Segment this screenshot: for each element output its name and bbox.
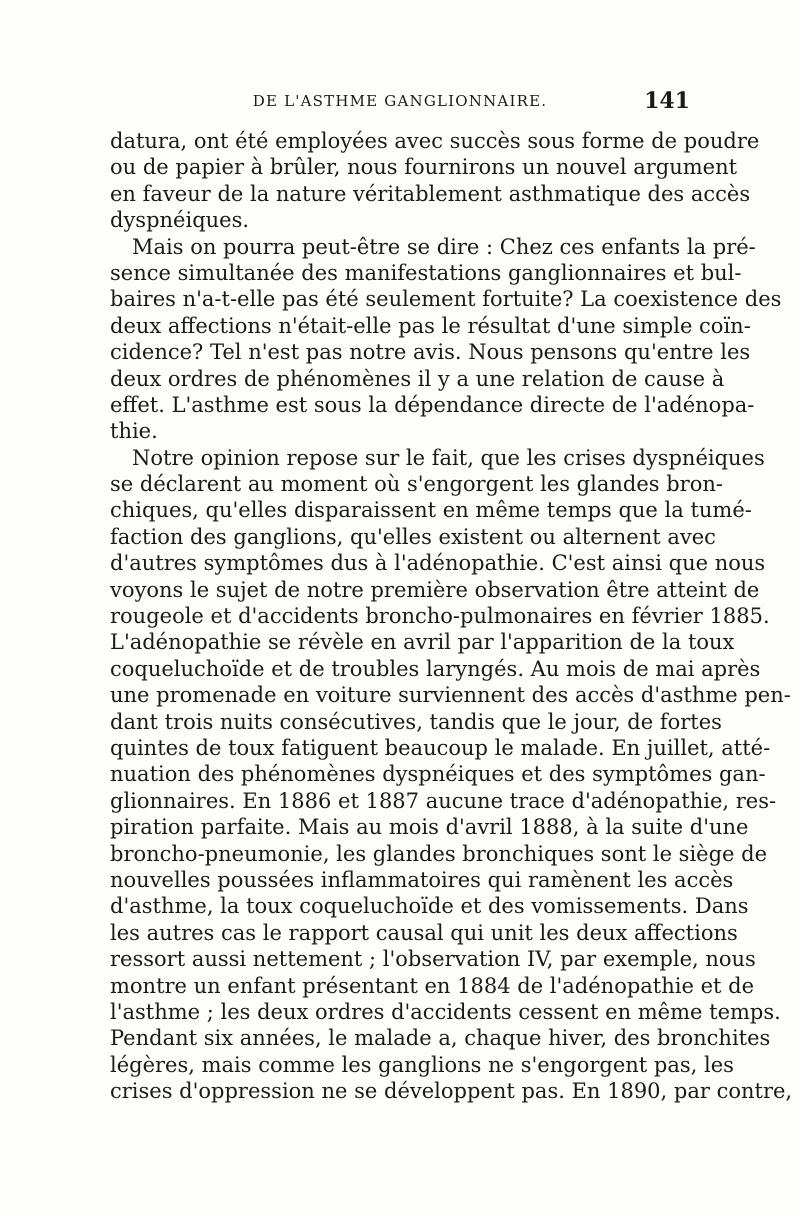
running-title: DE L'ASTHME GANGLIONNAIRE. (252, 92, 548, 110)
text-line: dyspnéiques. (110, 208, 250, 233)
text-line: l'asthme ; les deux ordres d'accidents cessent en même temps. (110, 999, 781, 1024)
text-line: Mais on pourra peut-être se dire : Chez ces enfants la pré- (132, 234, 756, 259)
text-line: deux affections n'était-elle pas le résultat d'une simple coïn- (110, 313, 751, 338)
text-line: d'asthme, la toux coqueluchoïde et des vomissements. Dans (110, 894, 749, 919)
text-line: Notre opinion repose sur le fait, que les crises dyspnéiques (132, 445, 765, 470)
text-line: les autres cas le rapport causal qui unit les deux affections (110, 920, 738, 945)
text-line: montre un enfant présentant en 1884 de l'adénopathie et de (110, 973, 755, 998)
text-line: ou de papier à brûler, nous fournirons un nouvel argument (110, 155, 738, 180)
text-line: rougeole et d'accidents broncho-pulmonaires en février 1885. (110, 604, 770, 629)
text-line: crises d'oppression ne se développent pas. En 1890, par contre, (110, 1079, 793, 1104)
text-line: sence simultanée des manifestations ganglionnaires et bul- (110, 260, 742, 285)
text-line: faction des ganglions, qu'elles existent ou alternent avec (110, 524, 716, 549)
text-line: piration parfaite. Mais au mois d'avril 1888, à la suite d'une (110, 815, 749, 840)
text-line: nuation des phénomènes dyspnéiques et des symptômes gan- (110, 762, 766, 787)
text-line: coqueluchoïde et de troubles laryngés. Au mois de mai après (110, 656, 761, 681)
text-line: L'adénopathie se révèle en avril par l'apparition de la toux (110, 630, 735, 655)
text-line: se déclarent au moment où s'engorgent les glandes bron- (110, 472, 723, 497)
text-line: Pendant six années, le malade a, chaque hiver, des bronchites (110, 1026, 771, 1051)
body-text (110, 128, 793, 1104)
text-line: broncho-pneumonie, les glandes bronchiques sont le siège de (110, 841, 768, 866)
text-line: dant trois nuits consécutives, tandis que le jour, de fortes (110, 709, 722, 734)
text-line: thie. (110, 419, 158, 444)
text-line: légères, mais comme les ganglions ne s'engorgent pas, les (110, 1052, 734, 1077)
text-line: nouvelles poussées inflammatoires qui ramènent les accès (110, 867, 734, 892)
text-line: effet. L'asthme est sous la dépendance directe de l'adénopa- (110, 392, 755, 417)
page-number: 141 (644, 88, 690, 114)
text-line: voyons le sujet de notre première observation être atteint de (110, 577, 760, 602)
text-line: datura, ont été employées avec succès sous forme de poudre (110, 129, 760, 153)
page-header (110, 88, 690, 120)
text-line: une promenade en voiture surviennent des accès d'asthme pen- (110, 683, 791, 708)
text-line: baires n'a-t-elle pas été seulement fortuite? La coexistence des (110, 287, 782, 312)
text-line: en faveur de la nature véritablement asthmatique des accès (110, 181, 751, 206)
text-line: glionnaires. En 1886 et 1887 aucune trace d'adénopathie, res- (110, 788, 777, 813)
text-line: deux ordres de phénomènes il y a une relation de cause à (110, 366, 725, 391)
text-line: chiques, qu'elles disparaissent en même temps que la tumé- (110, 498, 752, 523)
text-line: cidence? Tel n'est pas notre avis. Nous pensons qu'entre les (110, 340, 751, 365)
text-line: d'autres symptômes dus à l'adénopathie. C'est ainsi que nous (110, 551, 766, 576)
text-line: quintes de toux fatiguent beaucoup le malade. En juillet, atté- (110, 735, 771, 760)
text-line: ressort aussi nettement ; l'observation IV, par exemple, nous (110, 947, 756, 972)
